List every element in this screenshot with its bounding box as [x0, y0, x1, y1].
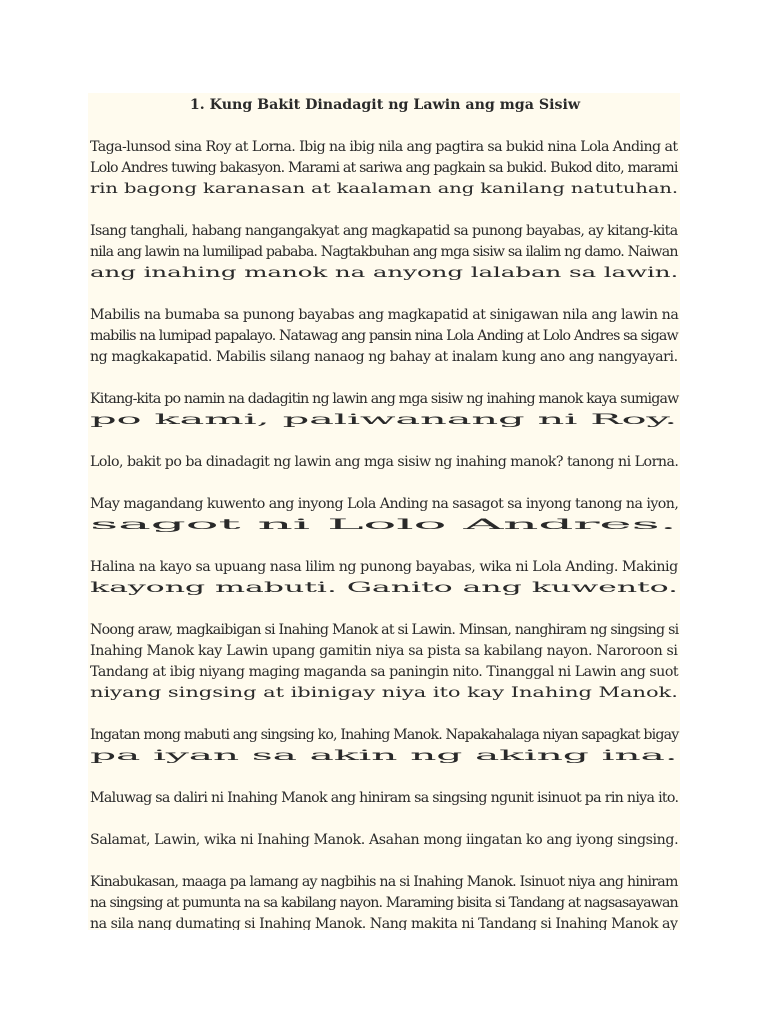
paragraph	[90, 452, 680, 473]
document-body	[90, 137, 680, 930]
document-page	[88, 93, 680, 930]
text-line: Maluwag sa daliri ni Inahing Manok ang hiniram sa singsing ngunit isinuot pa rin niya ito.	[90, 790, 679, 806]
paragraph-gap	[90, 536, 680, 557]
paragraph	[90, 305, 680, 368]
paragraph	[90, 389, 680, 431]
paragraph-gap	[90, 851, 680, 872]
text-line: ng magkakapatid. Mabilis silang nanaog ng bahay at inalam kung ano ang nangyayari.	[90, 349, 678, 365]
text-line: Kinabukasan, maaga pa lamang ay nagbihis na si Inahing Manok. Isinuot niya ang hiniram	[90, 874, 678, 890]
text-line: Lolo, bakit po ba dinadagit ng lawin ang mga sisiw ng inahing manok? tanong ni Lorna.	[90, 454, 679, 470]
paragraph	[90, 137, 680, 200]
text-line: Lolo Andres tuwing bakasyon. Marami at sariwa ang pagkain sa bukid. Bukod dito, marami	[90, 160, 678, 176]
text-line: po kami, paliwanang ni Roy.	[90, 412, 678, 428]
paragraph	[90, 830, 680, 851]
text-line: sagot ni Lolo Andres.	[90, 517, 677, 533]
text-line: Noong araw, magkaibigan si Inahing Manok at si Lawin. Minsan, nanghiram ng singsing si	[90, 622, 679, 638]
text-line: Salamat, Lawin, wika ni Inahing Manok. Asahan mong iingatan ko ang iyong singsing.	[90, 832, 679, 848]
paragraph-gap	[90, 473, 680, 494]
text-line: niyang singsing at ibinigay niya ito kay Inahing Manok.	[90, 685, 678, 701]
paragraph	[90, 872, 680, 930]
text-line: Kitang-kita po namin na dadagitin ng lawin ang mga sisiw ng inahing manok kaya sumigaw	[90, 391, 679, 407]
text-line: ang inahing manok na anyong lalaban sa lawin.	[90, 265, 679, 281]
text-line: Taga-lunsod sina Roy at Lorna. Ibig na ibig nila ang pagtira sa bukid nina Lola Anding at	[90, 139, 678, 155]
text-line: pa iyan sa akin ng aking ina.	[90, 748, 678, 764]
text-line: nila ang lawin na lumilipad pababa. Nagtakbuhan ang mga sisiw sa ilalim ng damo. Naiwan	[90, 244, 678, 260]
document-title: 1. Kung Bakit Dinadagit ng Lawin ang mga Sisiw	[189, 97, 581, 113]
paragraph	[90, 725, 680, 767]
text-line: na sila nang dumating si Inahing Manok. Nang makita ni Tandang si Inahing Manok ay	[90, 916, 678, 930]
text-line: rin bagong karanasan at kaalaman ang kanilang natutuhan.	[90, 181, 678, 197]
text-line: Tandang at ibig niyang maging maganda sa paningin nito. Tinanggal ni Lawin ang suot	[90, 664, 679, 680]
paragraph	[90, 620, 680, 704]
paragraph-gap	[90, 368, 680, 389]
paragraph	[90, 788, 680, 809]
text-line: Mabilis na bumaba sa punong bayabas ang magkapatid at sinigawan nila ang lawin na	[90, 307, 679, 323]
paragraph	[90, 221, 680, 284]
paragraph-gap	[90, 200, 680, 221]
paragraph-gap	[90, 704, 680, 725]
text-line: mabilis na lumipad papalayo. Natawag ang pansin nina Lola Anding at Lolo Andres sa sigaw	[90, 328, 678, 344]
text-line: Halina na kayo sa upuang nasa lilim ng punong bayabas, wika ni Lola Anding. Makinig	[90, 559, 678, 575]
paragraph-gap	[90, 809, 680, 830]
text-line: kayong mabuti. Ganito ang kuwento.	[90, 580, 678, 596]
paragraph-gap	[90, 431, 680, 452]
text-line: Inahing Manok kay Lawin upang gamitin niya sa pista sa kabilang nayon. Naroroon si	[90, 643, 678, 659]
paragraph-gap	[90, 284, 680, 305]
paragraph	[90, 557, 680, 599]
text-line: Isang tanghali, habang nangangakyat ang magkapatid sa punong bayabas, ay kitang-kita	[90, 223, 678, 239]
paragraph-gap	[90, 767, 680, 788]
paragraph	[90, 494, 680, 536]
text-line: na singsing at pumunta na sa kabilang nayon. Maraming bisita si Tandang at nagsasayawan	[90, 895, 678, 911]
text-line: Ingatan mong mabuti ang singsing ko, Inahing Manok. Napakahalaga niyan sapagkat bigay	[90, 727, 679, 743]
text-line: May magandang kuwento ang inyong Lola Anding na sasagot sa inyong tanong na iyon,	[90, 496, 679, 512]
spacer	[90, 116, 680, 137]
paragraph-gap	[90, 599, 680, 620]
